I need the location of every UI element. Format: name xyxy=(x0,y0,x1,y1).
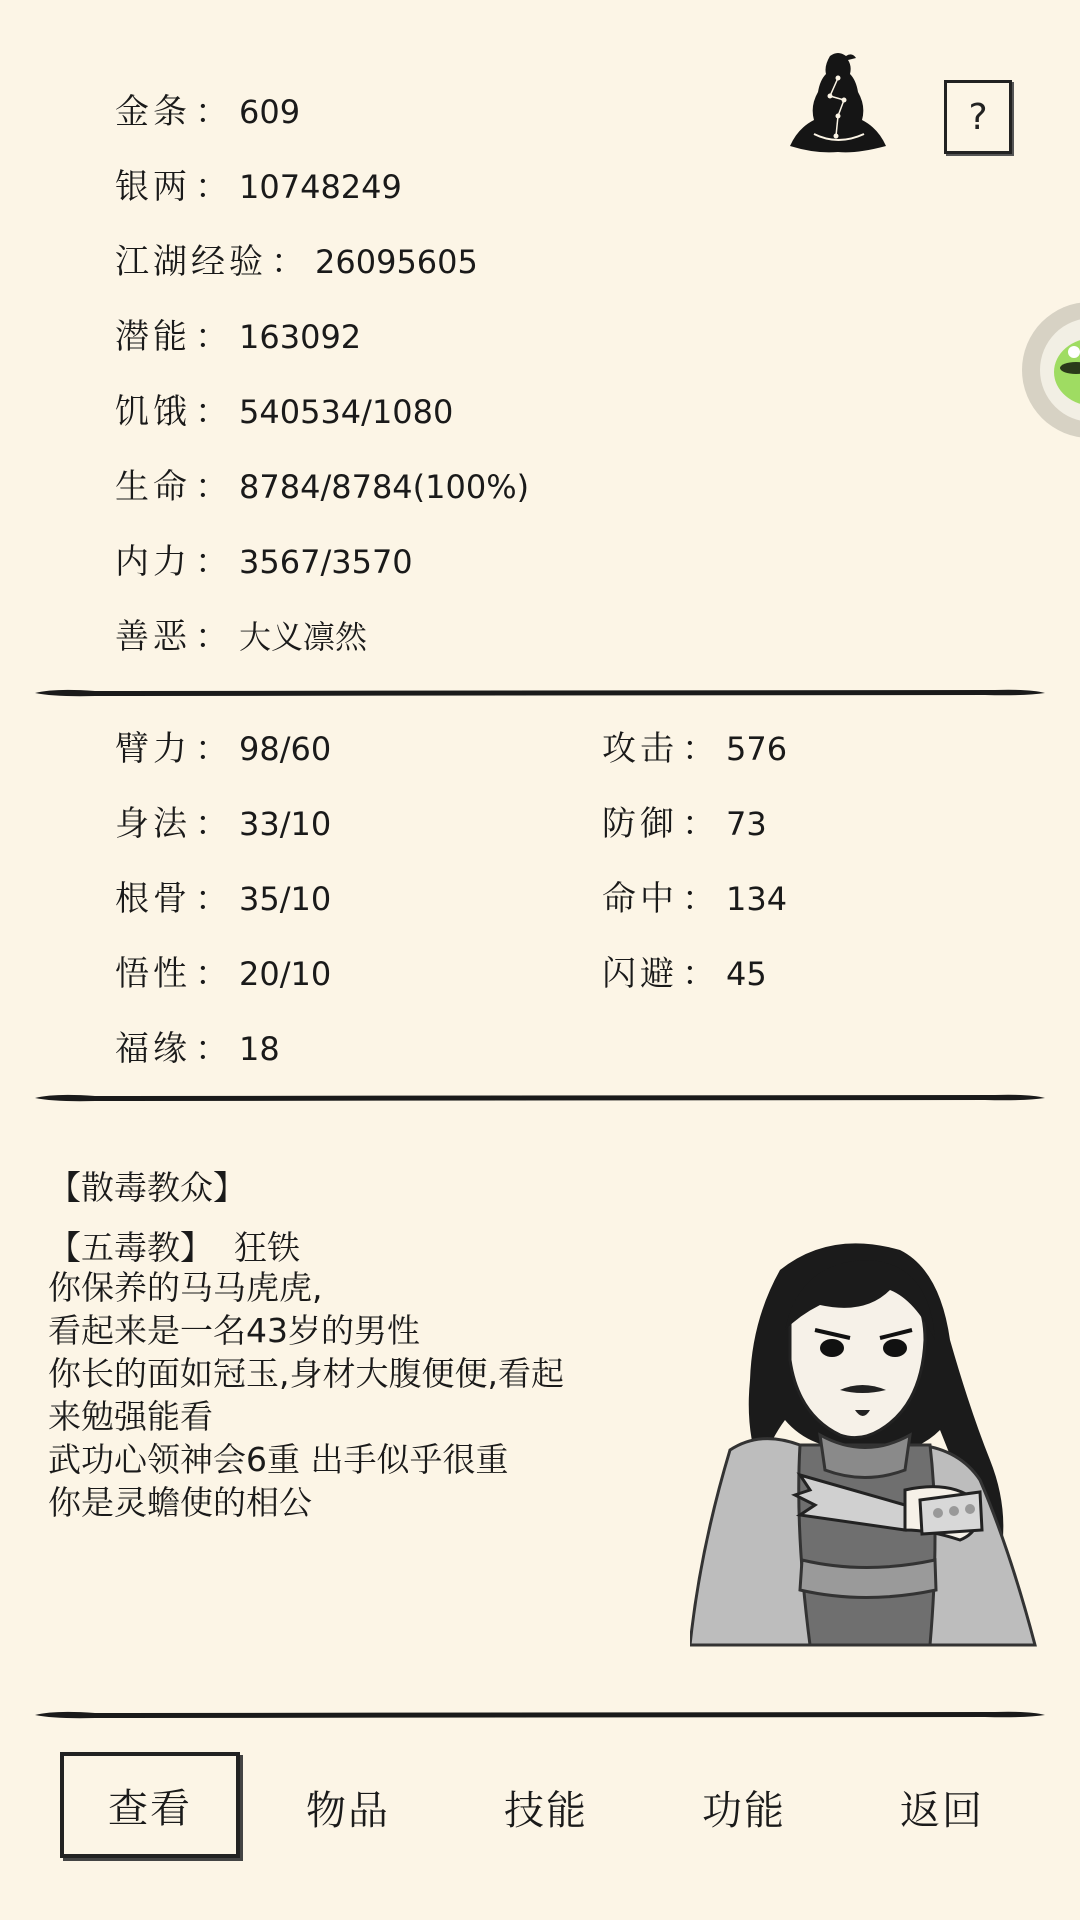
stat-value: 98/60 xyxy=(239,730,332,768)
nav-tab[interactable]: 物品 xyxy=(258,1752,438,1862)
stat-label: 根骨 xyxy=(115,879,191,919)
stat-value: 8784/8784(100%) xyxy=(239,468,530,506)
divider xyxy=(35,1090,1045,1104)
stat-label: 福缘 xyxy=(115,1029,191,1069)
stat-separator: ： xyxy=(195,92,229,132)
character-title: 【散毒教众】 xyxy=(48,1168,246,1207)
stat-row xyxy=(115,1027,280,1071)
stat-row xyxy=(115,952,331,996)
stat-label: 银两 xyxy=(115,167,191,207)
stat-value: 35/10 xyxy=(239,880,332,918)
stat-separator: ： xyxy=(195,954,229,994)
stat-label: 金条 xyxy=(115,92,191,132)
question-icon: ? xyxy=(968,96,988,138)
help-button[interactable] xyxy=(944,80,1012,154)
stat-row xyxy=(115,465,529,509)
stat-row xyxy=(115,540,413,584)
stat-value: 540534/1080 xyxy=(239,393,454,431)
description-line: 你保养的马马虎虎, xyxy=(48,1268,323,1307)
stat-value: 73 xyxy=(726,805,767,843)
meditating-figure-icon[interactable] xyxy=(786,50,890,160)
nav-tab[interactable]: 返回 xyxy=(852,1752,1032,1862)
stat-label: 潜能 xyxy=(115,317,191,357)
stat-row xyxy=(115,615,367,659)
stat-separator: ： xyxy=(682,879,716,919)
stat-label: 闪避 xyxy=(602,954,678,994)
stat-row xyxy=(115,315,361,359)
character-description xyxy=(48,1266,668,1524)
stat-row xyxy=(602,877,787,921)
stat-separator: ： xyxy=(195,1029,229,1069)
stat-separator: ： xyxy=(682,804,716,844)
stat-label: 善恶 xyxy=(115,617,191,657)
stat-value: 大义凛然 xyxy=(239,618,368,656)
stat-label: 身法 xyxy=(115,804,191,844)
stat-value: 163092 xyxy=(239,318,362,356)
stat-value: 10748249 xyxy=(239,168,402,206)
stat-row xyxy=(115,877,331,921)
description-line: 看起来是一名43岁的男性 xyxy=(48,1311,420,1350)
stat-row xyxy=(115,802,331,846)
stat-label: 内力 xyxy=(115,542,191,582)
character-sect-line xyxy=(48,1222,300,1269)
stat-value: 33/10 xyxy=(239,805,332,843)
stat-separator: ： xyxy=(271,242,305,282)
stat-row xyxy=(115,90,300,134)
stat-label: 命中 xyxy=(602,879,678,919)
stat-value: 20/10 xyxy=(239,955,332,993)
character-name: 狂铁 xyxy=(233,1228,300,1267)
stat-separator: ： xyxy=(195,729,229,769)
nav-tab[interactable]: 技能 xyxy=(456,1752,636,1862)
description-line: 来勉强能看 xyxy=(48,1397,213,1436)
character-portrait xyxy=(690,1230,1045,1650)
description-line: 你是灵蟾使的相公 xyxy=(48,1483,312,1522)
stat-separator: ： xyxy=(195,317,229,357)
stat-value: 576 xyxy=(726,730,788,768)
nav-tab[interactable]: 查看 xyxy=(60,1752,240,1858)
stat-separator: ： xyxy=(195,617,229,657)
stat-separator: ： xyxy=(195,392,229,432)
stat-separator: ： xyxy=(195,467,229,507)
stat-value: 45 xyxy=(726,955,767,993)
stat-separator: ： xyxy=(682,729,716,769)
stat-row xyxy=(115,390,453,434)
stat-separator: ： xyxy=(195,167,229,207)
nav-tab[interactable]: 功能 xyxy=(654,1752,834,1862)
stat-row xyxy=(602,802,767,846)
stat-label: 臂力 xyxy=(115,729,191,769)
stat-row xyxy=(602,727,787,771)
bottom-nav xyxy=(0,1752,1080,1862)
stat-value: 26095605 xyxy=(315,243,478,281)
divider xyxy=(35,685,1045,699)
stat-separator: ： xyxy=(195,804,229,844)
stat-row xyxy=(115,727,331,771)
stat-value: 134 xyxy=(726,880,788,918)
stat-separator: ： xyxy=(195,879,229,919)
stat-value: 3567/3570 xyxy=(239,543,413,581)
green-creature-icon[interactable] xyxy=(1010,300,1080,440)
stat-separator: ： xyxy=(682,954,716,994)
stat-separator: ： xyxy=(195,542,229,582)
divider xyxy=(35,1707,1045,1721)
stat-value: 18 xyxy=(239,1030,280,1068)
stat-label: 江湖经验 xyxy=(115,242,267,282)
stat-row xyxy=(115,165,402,209)
description-line: 武功心领神会6重 出手似乎很重 xyxy=(48,1440,509,1479)
stat-row xyxy=(602,952,767,996)
character-sect: 【五毒教】 xyxy=(48,1228,213,1267)
stat-label: 生命 xyxy=(115,467,191,507)
description-line: 你长的面如冠玉,身材大腹便便,看起 xyxy=(48,1354,564,1393)
stat-label: 悟性 xyxy=(115,954,191,994)
stat-label: 防御 xyxy=(602,804,678,844)
stat-label: 饥饿 xyxy=(115,392,191,432)
stat-row xyxy=(115,240,478,284)
stat-value: 609 xyxy=(239,93,301,131)
stat-label: 攻击 xyxy=(602,729,678,769)
